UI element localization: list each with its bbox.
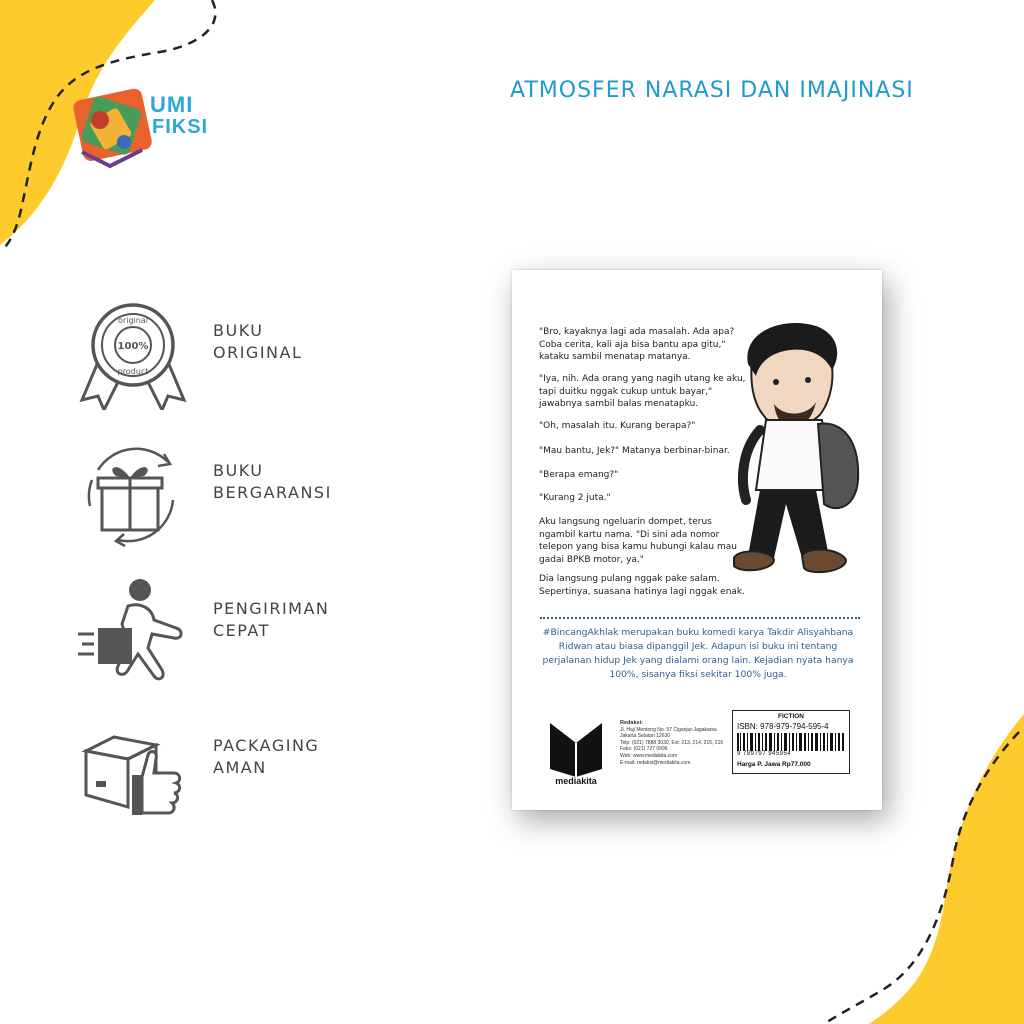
book-quote: "Bro, kayaknya lagi ada masalah. Ada apa? Coba cerita, kali aja bisa bantu apa gitu," kataku sambil menatap matanya.	[539, 327, 735, 362]
redaksi-line: Web: www.mediakita.com	[620, 752, 678, 759]
feature-original	[60, 300, 480, 420]
gift-box-icon	[78, 440, 188, 550]
publisher-address	[620, 720, 730, 766]
feature-guarantee	[60, 440, 480, 560]
redaksi-line: E-mail: redaksi@mediakita.com	[620, 759, 691, 766]
book-quote: "Kurang 2 juta."	[539, 493, 611, 503]
redaksi-line: Telp: (021) 7888 3030, Ext: 213, 214, 215, 216	[620, 739, 724, 746]
badge-bot-text: product	[117, 367, 149, 376]
feature-line-1: BUKU	[213, 461, 264, 480]
badge-top-text: original	[118, 316, 148, 325]
feature-line-2: BERGARANSI	[213, 483, 332, 502]
feature-line-1: BUKU	[213, 321, 264, 340]
book-quote: Aku langsung ngeluarin dompet, terus ngambil kartu nama. "Di sini ada nomor telepon yang bisa kamu hubungi kalau mau gadai BPKB motor, ya."	[539, 517, 737, 565]
feature-line-2: AMAN	[213, 758, 267, 777]
isbn-barcode-box	[732, 710, 850, 774]
publisher-logo-icon	[546, 713, 606, 779]
original-badge-icon	[78, 300, 188, 410]
redaksi-line: Jl. Haji Montong No. 57 Ciganjur-Jagakarsa	[620, 726, 717, 733]
book-quote: "Mau bantu, Jek?" Matanya berbinar-binar.	[539, 446, 730, 456]
barcode-digits: 9 789797 945954	[737, 751, 792, 757]
publisher-name: mediakita	[555, 776, 597, 786]
tagline: ATMOSFER NARASI DAN IMAJINASI	[510, 78, 914, 103]
brand-logo	[72, 82, 232, 172]
feature-packaging	[60, 715, 480, 835]
book-quote: "Iya, nih. Ada orang yang nagih utang ke aku, tapi duitku nggak cukup untuk bayar," jawabnya sambil balas menatapku.	[539, 374, 746, 409]
book-back-cover	[512, 270, 882, 810]
feature-line-2: ORIGINAL	[213, 343, 303, 362]
feature-delivery	[60, 578, 480, 698]
feature-label	[213, 460, 332, 504]
isbn-number: ISBN: 978-979-794-595-4	[737, 722, 829, 731]
feature-label	[213, 735, 319, 779]
brand-logo-text-1: UMI	[150, 92, 194, 117]
package-thumbs-up-icon	[78, 715, 188, 825]
feature-label	[213, 598, 329, 642]
redaksi-line: Jakarta Selatan 12630	[620, 733, 671, 740]
brand-logo-text-2: FIKSI	[152, 116, 209, 138]
book-blurb: #BincangAkhlak merupakan buku komedi karya Takdir Alisyahbana Ridwan atau biasa dipanggil Jek. Adapun isi buku ini tentang perjalanan hidup Jek yang dialami orang lain. Kejadian nyata hanya 100%, sisanya fiksi sekitar 100% juga.	[542, 627, 854, 680]
feature-line-1: PACKAGING	[213, 736, 320, 755]
book-quote: "Oh, masalah itu. Kurang berapa?"	[539, 421, 696, 431]
feature-line-2: CEPAT	[213, 621, 270, 640]
book-category: FICTION	[778, 713, 804, 720]
redaksi-line: Faks: (021) 727 0996	[620, 746, 668, 753]
barcode-icon	[737, 733, 845, 751]
book-quote: "Berapa emang?"	[539, 470, 619, 480]
delivery-runner-icon	[78, 578, 188, 688]
feature-label	[213, 320, 302, 364]
divider-dotted	[540, 617, 860, 619]
book-price: Harga P. Jawa Rp77.000	[737, 761, 811, 768]
feature-line-1: PENGIRIMAN	[213, 599, 330, 618]
badge-mid-text: 100%	[117, 341, 149, 352]
redaksi-title: Redaksi:	[620, 720, 643, 726]
book-quote: Dia langsung pulang nggak pake salam. Sepertinya, suasana hatinya lagi nggak enak.	[539, 574, 745, 597]
character-illustration	[712, 320, 872, 610]
